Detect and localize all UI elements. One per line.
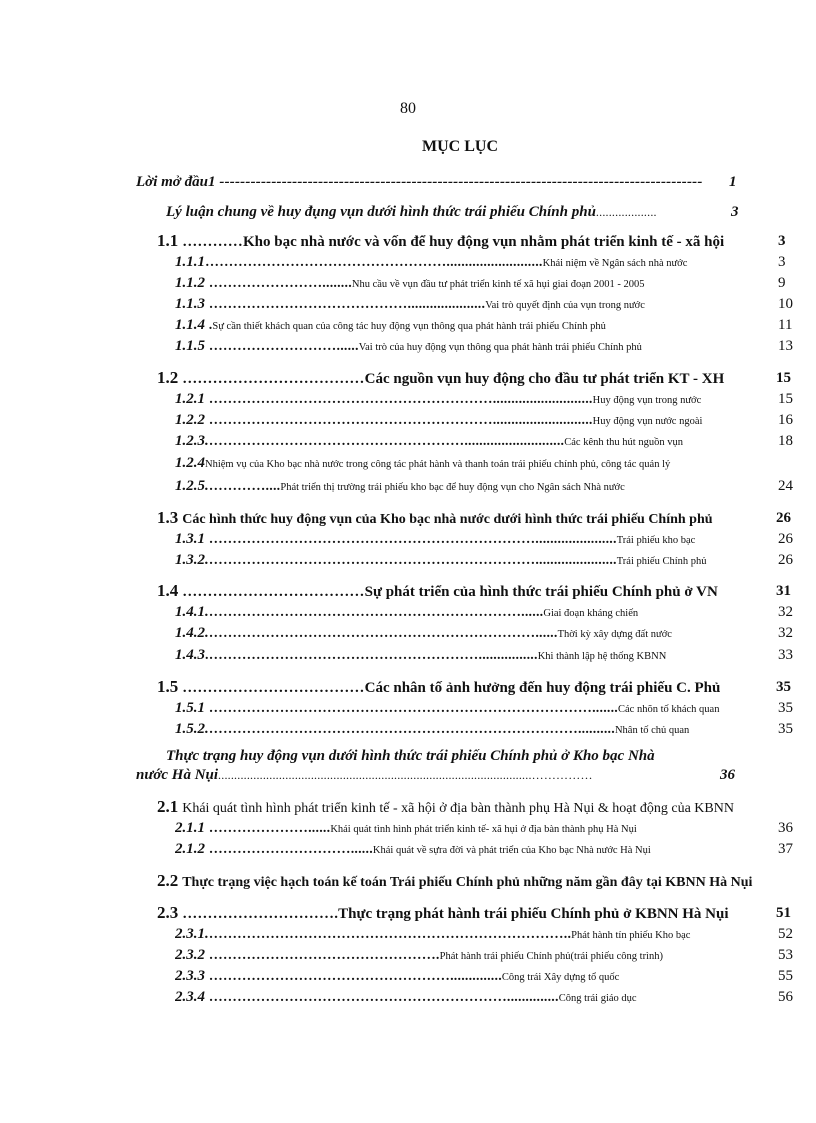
toc-entry-text: Các nhõn tố khách quan — [618, 704, 720, 715]
toc-leader: ……………………………………………………........................... — [205, 392, 593, 407]
toc-entry-page: 35 — [778, 700, 793, 716]
toc-entry-number: 2.1 — [157, 797, 179, 816]
toc-entry-text: Khái niệm về Ngân sách nhà nước — [542, 258, 688, 269]
toc-entry-page: 51 — [776, 905, 791, 921]
toc-leader: …………………………. — [178, 906, 339, 922]
toc-entry-text: Các nhân tố ảnh hưởng đến huy động trái phiếu C. Phủ — [364, 680, 721, 696]
toc-entry-text: Phát hành trái phiếu Chính phủ(trái phiếu công trình) — [439, 951, 663, 962]
toc-entry-text: Phát triển thị trường trái phiếu kho bạc để huy động vụn cho Ngân sách Nhà nước — [280, 482, 625, 493]
toc-entry-number: 1.4 — [157, 581, 179, 600]
toc-leader: …………………………………………………………………….......... — [208, 722, 615, 737]
toc-entry-text: Phát hành tín phiếu Kho bạc — [571, 930, 691, 941]
toc-entry-page: 35 — [776, 679, 791, 695]
toc-entry-text: Vai trò của huy động vụn thông qua phát hành trái phiếu Chính phủ — [358, 342, 642, 353]
toc-entry-text: Nhiệm vụ của Kho bạc nhà nước trong công tác phát hành và thanh toán trái phiếu chính phủ, công tác quản lý — [205, 459, 671, 470]
toc-entry-number: 1.2.3. — [175, 433, 209, 449]
toc-leader: ……………………........ — [205, 276, 352, 291]
toc-entry-page: 26 — [778, 531, 793, 547]
toc-leader: ................... — [595, 205, 657, 219]
toc-entry-page: 55 — [778, 968, 793, 984]
toc-leader: ……………………………………..................... — [205, 297, 486, 312]
toc-entry-text: Thực trạng việc hạch toán kế toán Trái phiếu Chính phủ những năm gần đây tại KBNN Hà Nụi — [182, 875, 753, 890]
toc-leader: ……………………………………………………………...................... — [208, 553, 617, 568]
toc-leader: ………………………………………………………………………....... — [205, 701, 618, 716]
toc-entry-number: 1.2.5. — [175, 478, 209, 494]
toc-entry-text: Nhu cầu về vụn đầu tư phát triển kinh tế xã hụi giai đoạn 2001 - 2005 — [351, 279, 645, 290]
toc-entry-1-2-3[interactable] — [175, 431, 747, 451]
page-number: 80 — [400, 100, 416, 117]
toc-entry-page: 53 — [778, 947, 793, 963]
toc-leader: ………………………………………………………………….. — [208, 927, 572, 942]
toc-entry-number: 1.3.1 — [175, 531, 205, 547]
toc-entry-number: 1.4.1. — [175, 604, 209, 620]
toc-entry-2-1-1[interactable] — [175, 818, 750, 838]
toc-entry-page: 36 — [720, 767, 735, 783]
toc-entry-number: 1.4.3 — [175, 647, 205, 663]
toc-entry-2-2[interactable] — [157, 871, 816, 891]
toc-entry-page: 26 — [776, 510, 791, 526]
toc-leader: ……………………………… — [178, 371, 365, 387]
toc-entry-page: 33 — [778, 647, 793, 663]
toc-leader: ……………………………………………………........................... — [205, 413, 593, 428]
toc-entry-number: 2.3.2 — [175, 947, 205, 963]
toc-leader: ……………………………… — [178, 680, 365, 696]
toc-entry-text: Khái quát về sựra đời và phát triển của Kho bạc Nhà nước Hà Nụi — [372, 845, 651, 856]
toc-entry-text: Thực trạng huy động vụn dưới hình thức trái phiếu Chính phủ ở Kho bạc Nhà — [166, 748, 655, 764]
toc-entry-number: 1.3 — [157, 508, 179, 527]
toc-entry-2-1[interactable] — [157, 797, 816, 817]
toc-entry-text: Công trái Xây dựng tổ quốc — [501, 972, 620, 983]
toc-entry-1-2-4[interactable] — [175, 453, 816, 473]
toc-entry-text: Vai trò quyết định của vụn trong nước — [485, 300, 645, 311]
toc-entry-page: 15 — [776, 370, 791, 386]
toc-entry-1-1-4[interactable] — [175, 315, 755, 335]
toc-entry-1-3-1[interactable] — [175, 529, 745, 549]
toc-entry-text: Trái phiếu Chính phủ — [616, 556, 707, 567]
toc-entry-text: Lý luận chung về huy đụng vụn dưới hình thức trái phiếu Chính phủ — [166, 204, 596, 220]
toc-entry-text: Nhân tố chủ quan — [614, 725, 690, 736]
toc-entry-1-4-3[interactable] — [175, 645, 745, 665]
toc-leader: ……………………………………………………………...... — [208, 626, 558, 641]
toc-entry-text: Khái quát tình hình phát triển kinh tế - xã hội ở địa bàn thành phụ Hà Nụi & hoạt động của KBNN — [182, 801, 734, 816]
toc-entry-1-1-1[interactable] — [175, 252, 745, 272]
toc-entry-page: 9 — [778, 275, 786, 291]
toc-entry-text: Các kênh thu hút nguồn vụn — [564, 437, 683, 448]
toc-entry-page: 52 — [778, 926, 793, 942]
toc-entry-number: 2.2 — [157, 871, 179, 890]
toc-leader: …………………...... — [205, 821, 331, 836]
toc-entry-number: 2.3.1. — [175, 926, 209, 942]
toc-entry-number: 1.1.2 — [175, 275, 205, 291]
toc-leader: ………………………...... — [205, 339, 359, 354]
toc-entry-number: 1.1 — [157, 231, 179, 250]
toc-entry-page: 11 — [778, 317, 793, 333]
toc-entry-2-3-1[interactable] — [175, 924, 745, 944]
toc-entry-number: 1.2.1 — [175, 391, 205, 407]
toc-leader: ………….... — [208, 479, 281, 494]
toc-entry-page: 56 — [778, 989, 793, 1005]
toc-leader: ……………………………………………………………...................... — [205, 532, 617, 547]
toc-entry-text: Sự phát triển của hình thức trái phiếu Chính phủ ở VN — [364, 584, 718, 600]
toc-entry-1-2-1[interactable] — [175, 389, 745, 409]
toc-entry-text: Các hình thức huy động vụn của Kho bạc nhà nước dưới hình thức trái phiếu Chính phủ — [182, 512, 713, 527]
toc-entry-2-1-2[interactable] — [175, 839, 750, 859]
toc-entry-text: Thực trạng phát hành trái phiếu Chính phủ ở KBNN Hà Nụi — [338, 906, 729, 922]
toc-entry-1-4[interactable] — [157, 581, 767, 601]
toc-entry-text: Công trái giáo dục — [558, 993, 637, 1004]
toc-entry-2-3-4[interactable] — [175, 987, 747, 1007]
toc-entry-chapter-2-cont[interactable] — [136, 765, 706, 785]
toc-entry-page: 16 — [778, 412, 793, 428]
toc-leader: . — [205, 318, 213, 333]
toc-entry-page: 36 — [778, 820, 793, 836]
toc-entry-1-4-1[interactable] — [175, 602, 745, 622]
toc-entry-number: 1.1.5 — [175, 338, 205, 354]
toc-entry-text: Các nguồn vụn huy động cho đầu tư phát triển KT - XH — [364, 371, 725, 387]
toc-entry-1-1[interactable] — [157, 231, 767, 251]
toc-entry-page: 13 — [778, 338, 793, 354]
toc-leader: …………………………………………….......................... — [205, 255, 543, 270]
toc-entry-text: nước Hà Nụi — [136, 767, 219, 783]
toc-leader: ………… — [178, 234, 243, 250]
toc-entry-page: 35 — [778, 721, 793, 737]
toc-entry-page: 1 — [729, 174, 737, 190]
toc-entry-page: 3 — [778, 233, 786, 249]
toc-entry-page: 26 — [778, 552, 793, 568]
toc-entry-number: 2.1.1 — [175, 820, 205, 836]
toc-leader: ……………………………… — [178, 584, 365, 600]
toc-entry-2-3[interactable] — [157, 903, 767, 923]
toc-entry-intro[interactable] — [136, 172, 736, 192]
toc-entry-number: 2.3.4 — [175, 989, 205, 1005]
toc-entry-text: Kho bạc nhà nước và vốn để huy động vụn nhằm phát triển kinh tế - xã hội — [243, 234, 725, 250]
toc-entry-number: 1.2 — [157, 368, 179, 387]
toc-entry-text: Khái quát tình hình phát triển kinh tế- xã hụi ở địa bàn thành phụ Hà Nụi — [330, 824, 637, 835]
toc-entry-2-3-2[interactable] — [175, 945, 747, 965]
toc-entry-1-3-2[interactable] — [175, 550, 745, 570]
toc-entry-1-2-5[interactable] — [175, 476, 750, 496]
toc-entry-number: 1.1.1 — [175, 254, 205, 270]
toc-entry-number: 1.2.2 — [175, 412, 205, 428]
toc-leader: ……………………………………………………….............. — [205, 990, 559, 1005]
toc-entry-page: 3 — [778, 254, 786, 270]
toc-entry-page: 24 — [778, 478, 793, 494]
toc-entry-page: 32 — [778, 604, 793, 620]
toc-entry-text: Huy động vụn trong nước — [592, 395, 702, 406]
toc-entry-text: Sự cần thiết khách quan của công tác huy động vụn thông qua phát hành trái phiếu Chính phủ — [212, 321, 606, 332]
toc-entry-text: Trái phiếu kho bạc — [616, 535, 696, 546]
toc-entry-number: 1.5.1 — [175, 700, 205, 716]
toc-entry-page: 3 — [731, 204, 739, 220]
toc-entry-2-3-3[interactable] — [175, 966, 747, 986]
toc-entry-number: 2.3 — [157, 903, 179, 922]
toc-entry-1-2-2[interactable] — [175, 410, 747, 430]
toc-entry-number: 1.4.2. — [175, 625, 209, 641]
toc-entry-1-3[interactable] — [157, 508, 767, 528]
toc-entry-page: 10 — [778, 296, 793, 312]
toc-entry-text: Huy động vụn nước ngoài — [592, 416, 703, 427]
toc-entry-number: 1.1.4 — [175, 317, 205, 333]
toc-entry-number: 1.1.3 — [175, 296, 205, 312]
toc-entry-1-1-5[interactable] — [175, 336, 750, 356]
toc-entry-text: Khi thành lập hệ thống KBNN — [537, 651, 667, 662]
toc-entry-1-5-2[interactable] — [175, 719, 745, 739]
toc-leader: …………………………………………….............. — [205, 969, 502, 984]
toc-leader: .…………………………………………………................ — [205, 648, 538, 663]
toc-entry-text: Thời kỳ xây dựng đất nước — [557, 629, 672, 640]
toc-entry-text: Giai đoạn kháng chiến — [543, 608, 639, 619]
toc-title: MỤC LỤC — [422, 138, 498, 155]
toc-entry-number: 1.5.2. — [175, 721, 209, 737]
toc-entry-chapter-1[interactable] — [166, 202, 726, 222]
toc-entry-chapter-2[interactable] — [166, 746, 766, 766]
toc-entry-1-5-1[interactable] — [175, 698, 745, 718]
toc-entry-page: 31 — [776, 583, 791, 599]
toc-leader: ..................................................................................................…………… — [218, 768, 593, 782]
toc-entry-1-1-3[interactable] — [175, 294, 745, 314]
toc-entry-number: 2.1.2 — [175, 841, 205, 857]
toc-leader: --------------------------------------------------------------------------------------------- — [215, 174, 703, 190]
toc-leader: …………………………………………. — [205, 948, 440, 963]
toc-leader: …………………………...... — [205, 842, 373, 857]
toc-entry-1-1-2[interactable] — [175, 273, 745, 293]
toc-entry-number: 1.5 — [157, 677, 179, 696]
toc-entry-page: 18 — [778, 433, 793, 449]
toc-entry-number: 1.3.2. — [175, 552, 209, 568]
toc-entry-1-4-2[interactable] — [175, 623, 745, 643]
toc-entry-page: 37 — [778, 841, 793, 857]
toc-entry-number: 2.3.3 — [175, 968, 205, 984]
toc-entry-number: 1.2.4 — [175, 455, 205, 471]
toc-leader: …………………………………………………………...... — [208, 605, 544, 620]
toc-entry-1-5[interactable] — [157, 677, 767, 697]
toc-entry-page: 15 — [778, 391, 793, 407]
toc-entry-number: Lời mở đầu1 — [136, 174, 216, 190]
toc-entry-page: 32 — [778, 625, 793, 641]
toc-leader: ………………………………………………........................... — [208, 434, 565, 449]
toc-entry-1-2[interactable] — [157, 368, 767, 388]
